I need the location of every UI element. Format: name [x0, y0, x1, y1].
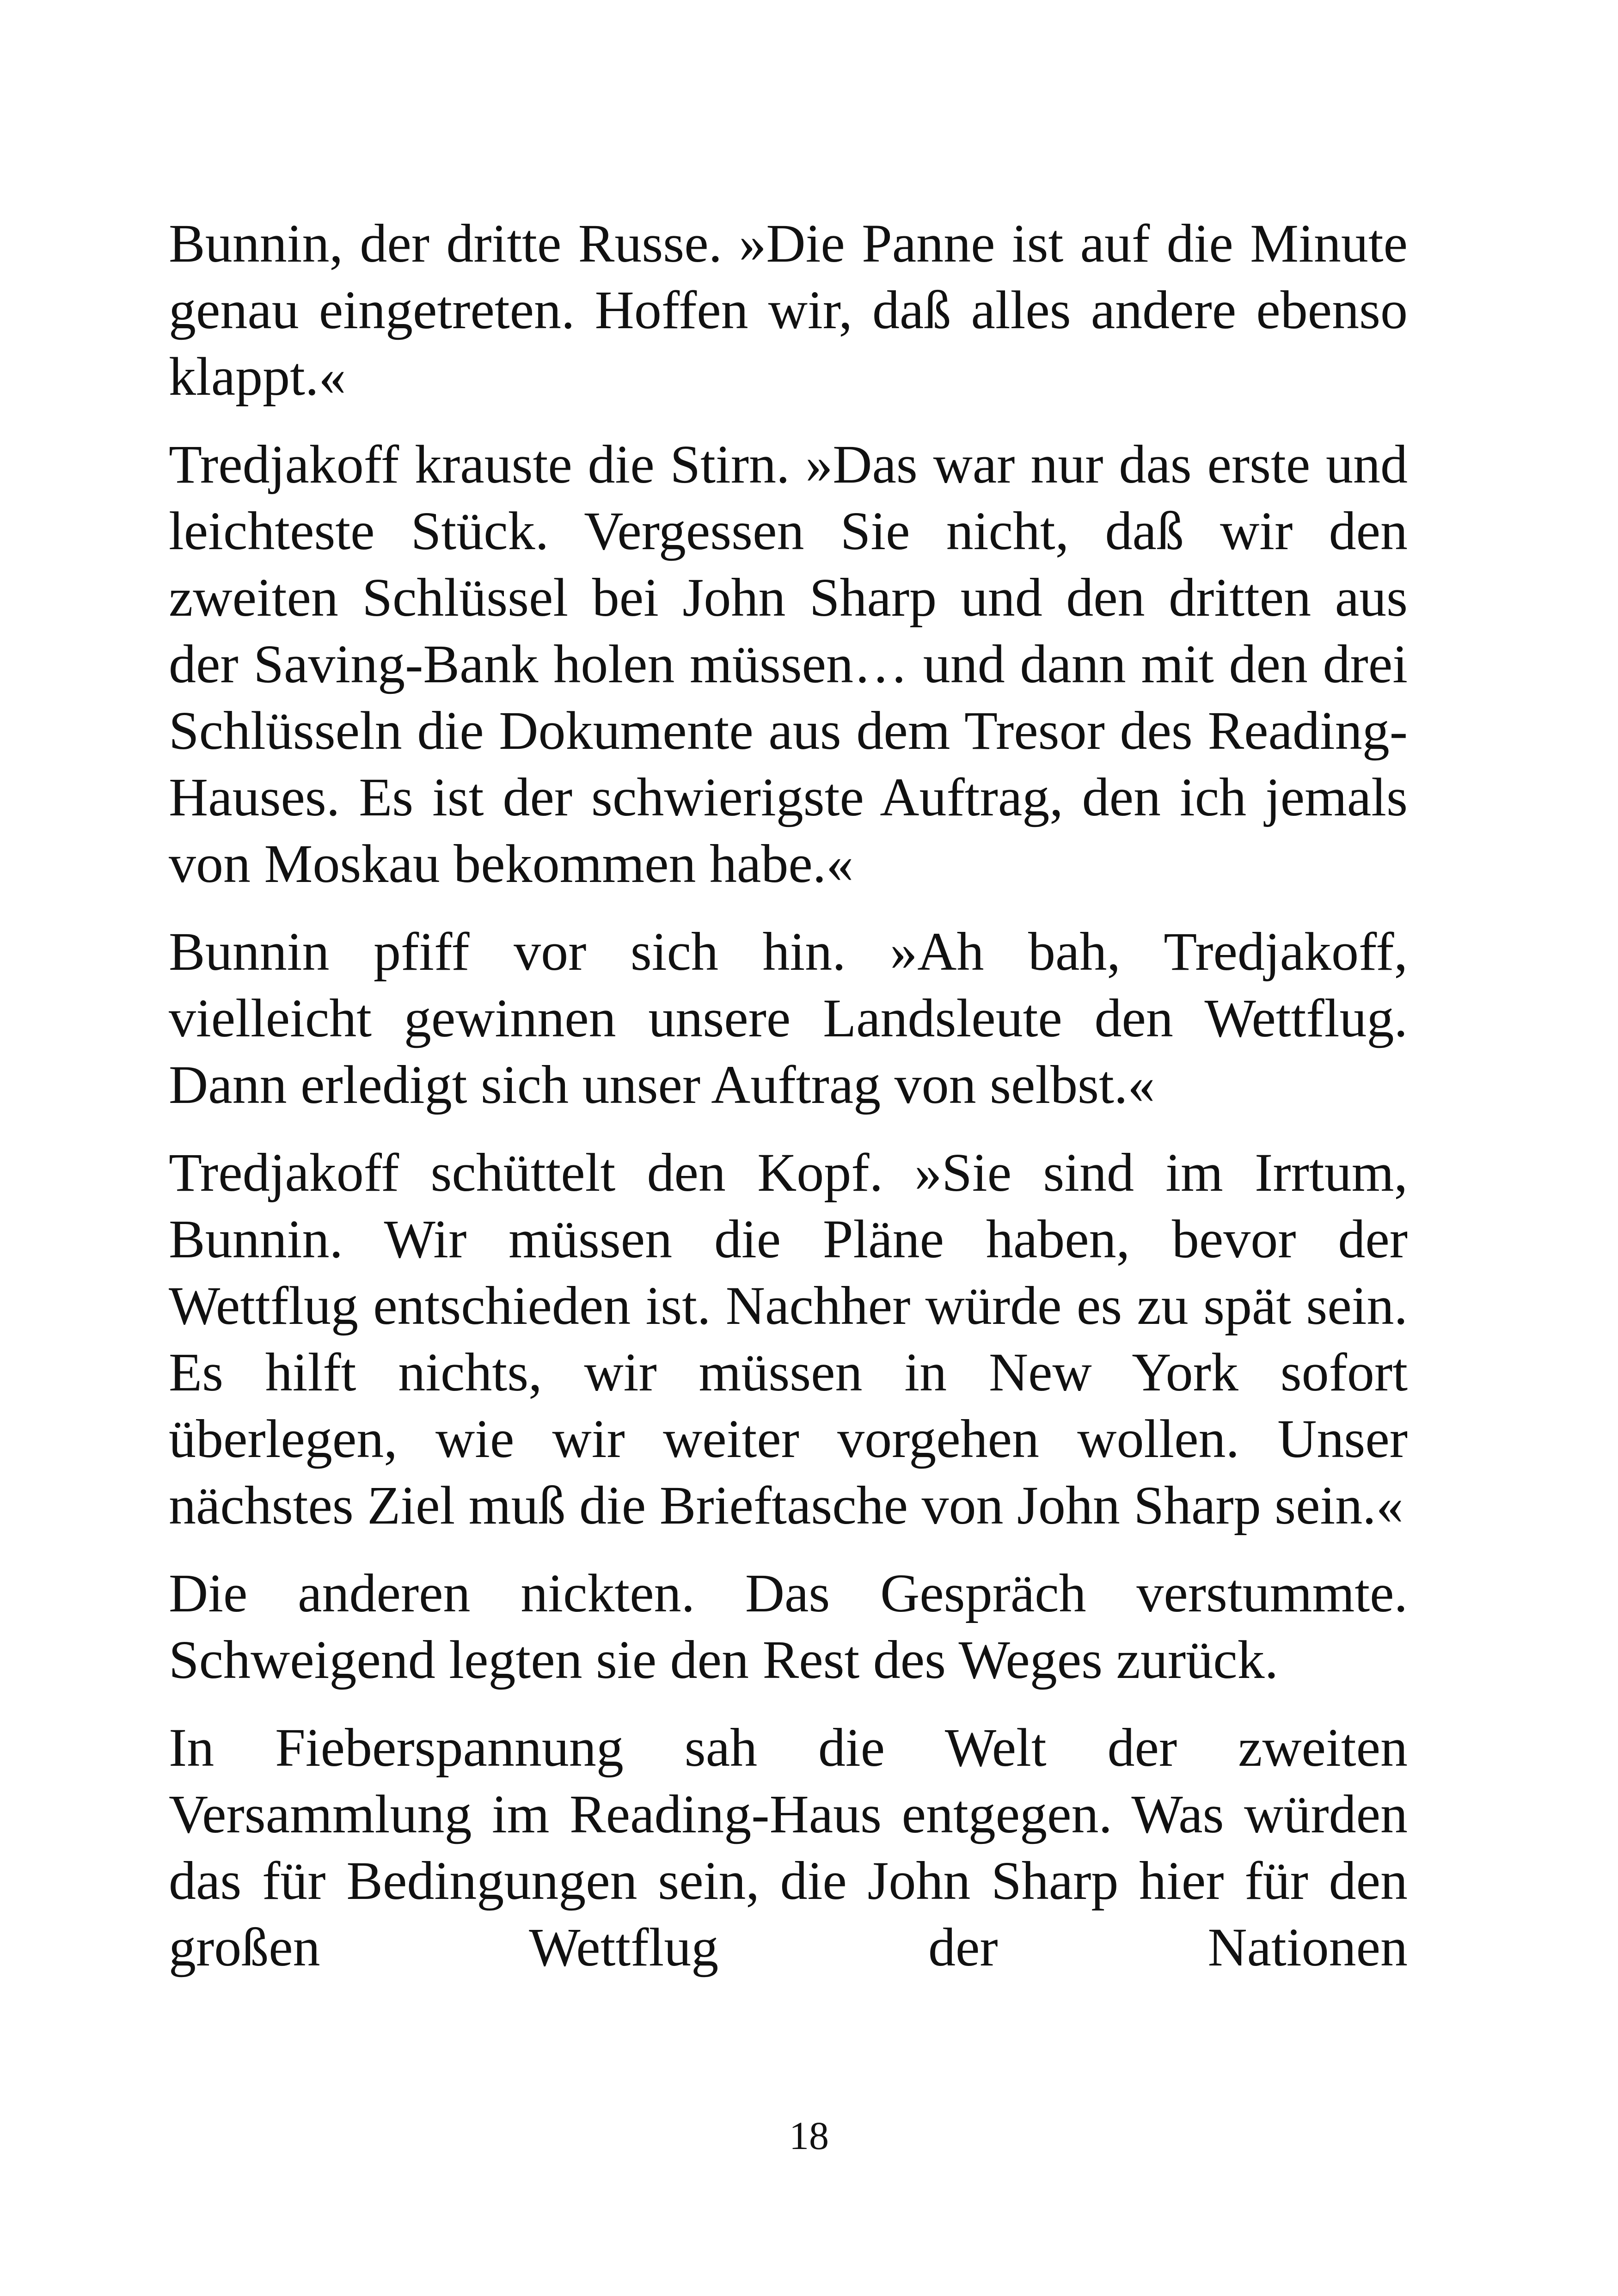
paragraph-2: Tredjakoff krauste die Stirn. »Das war nur das erste und leichteste Stück. Vergessen Sie nicht, daß wir den zweiten Schlüssel bei John Sharp und den dritten aus der Saving-Bank holen müssen… und dann mit den drei Schlüsseln die Dokumente aus dem Tresor des Reading-Hauses. Es ist der schwierigste Auftrag, den ich jemals von Moskau bekommen habe.« — [169, 434, 1408, 894]
page-number: 18 — [789, 2113, 829, 2158]
paragraph-3: Bunnin pfiff vor sich hin. »Ah bah, Tredjakoff, vielleicht gewinnen unsere Landsleute den Wettflug. Dann erledigt sich unser Auftrag von selbst.« — [169, 921, 1408, 1115]
paragraph-5: Die anderen nickten. Das Gespräch verstummte. Schweigend legten sie den Rest des Weges zurück. — [169, 1563, 1408, 1690]
paragraph-4: Tredjakoff schüttelt den Kopf. »Sie sind im Irrtum, Bunnin. Wir müssen die Pläne haben, bevor der Wettflug entschieden ist. Nachher würde es zu spät sein. Es hilft nichts, wir müssen in New York sofort überlegen, wie wir weiter vorgehen wollen. Unser nächstes Ziel muß die Brieftasche von John Sharp sein.« — [169, 1142, 1408, 1536]
body-text — [169, 210, 1408, 1981]
paragraph-1: Bunnin, der dritte Russe. »Die Panne ist auf die Minute genau eingetreten. Hoffen wir, daß alles andere ebenso klappt.« — [169, 213, 1408, 407]
paragraph-6: In Fieberspannung sah die Welt der zweiten Versammlung im Reading-Haus entgegen. Was würden das für Bedingungen sein, die John Sharp hier für den großen Wettflug der Nationen — [169, 1717, 1408, 1978]
